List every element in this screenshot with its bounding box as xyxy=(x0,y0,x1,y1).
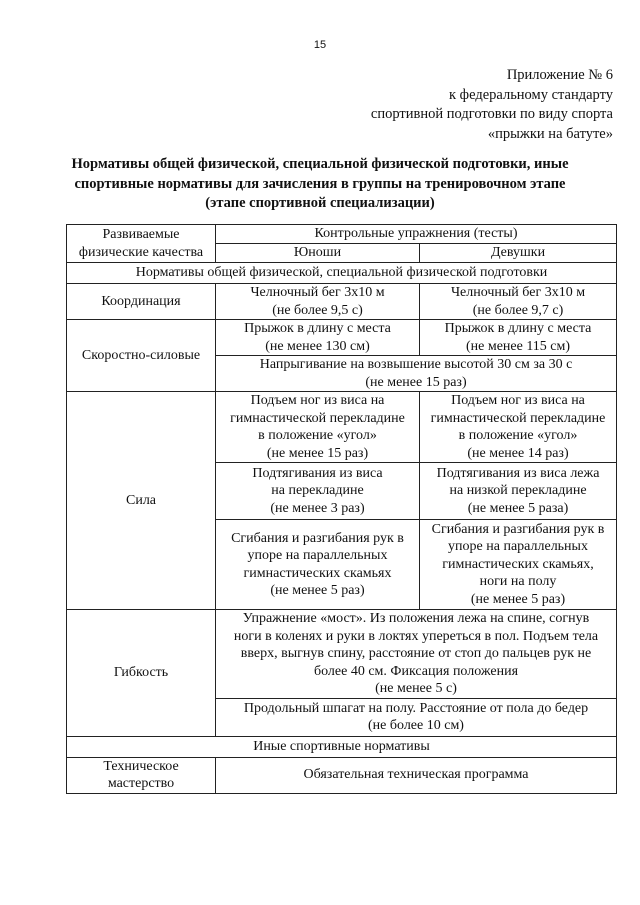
table-row xyxy=(67,320,617,356)
legs-raise-girls xyxy=(420,392,617,463)
quality-strength: Сила xyxy=(67,392,216,610)
cell-line: более 40 см. Фиксация положения xyxy=(313,663,519,679)
cell-line: (не менее 115 см) xyxy=(465,338,571,354)
cell-line: упоре на параллельных xyxy=(247,548,388,563)
section-row xyxy=(67,263,617,284)
header-boys: Юноши xyxy=(216,244,420,263)
table-row xyxy=(67,392,617,463)
appendix-line: к федеральному стандарту xyxy=(449,86,613,103)
cell-line: в положение «угол» xyxy=(258,428,377,443)
cell-line: гимнастической перекладине xyxy=(230,410,405,426)
cell-line: Продольный шпагат на полу. Расстояние от пола до бедер xyxy=(243,700,589,716)
cell-line: на перекладине xyxy=(271,483,364,499)
title-line: спортивные нормативы для зачисления в группы на тренировочном этапе xyxy=(74,175,566,192)
appendix-header xyxy=(371,66,613,144)
title-line: (этапе спортивной специализации) xyxy=(205,195,435,211)
header-girls: Девушки xyxy=(420,244,617,263)
dips-boys xyxy=(216,520,420,610)
table-row xyxy=(67,757,617,793)
cell-line: ноги на полу xyxy=(479,574,557,590)
quality-flexibility: Гибкость xyxy=(67,610,216,737)
pullups-boys xyxy=(216,463,420,520)
cell-line: (не менее 5 раз) xyxy=(470,591,566,607)
section-row xyxy=(67,736,617,757)
coordination-boys xyxy=(216,284,420,320)
technical-program: Обязательная техническая программа xyxy=(216,757,617,793)
cell-line: мастерство xyxy=(107,776,175,791)
norms-table xyxy=(66,224,617,794)
cell-line: гимнастических скамьях xyxy=(243,565,392,581)
cell-line: вверх, выгнув спину, расстояние от стоп до пальцев рук не xyxy=(240,646,592,661)
cell-line: в положение «угол» xyxy=(458,428,578,443)
cell-line: (не более 9,7 с) xyxy=(472,302,564,318)
bridge-exercise xyxy=(216,610,617,699)
appendix-line: Приложение № 6 xyxy=(506,67,613,83)
pullups-girls xyxy=(420,463,617,520)
split-exercise xyxy=(216,698,617,736)
dips-girls xyxy=(420,520,617,610)
cell-line: упоре на параллельных xyxy=(448,539,588,555)
cell-line: (не менее 130 см) xyxy=(265,338,370,354)
cell-line: Сгибания и разгибания рук в xyxy=(231,530,404,546)
quality-technical xyxy=(67,757,216,793)
table-header-row xyxy=(67,225,617,244)
quality-speed-strength: Скоростно-силовые xyxy=(67,320,216,392)
cell-line: (не менее 5 с) xyxy=(375,681,457,696)
cell-line: Прыжок в длину с места xyxy=(444,321,592,336)
appendix-line: «прыжки на батуте» xyxy=(487,125,613,142)
cell-line: Челночный бег 3х10 м xyxy=(250,285,385,300)
legs-raise-boys xyxy=(216,392,420,463)
cell-line: (не менее 15 раз) xyxy=(365,374,467,390)
cell-line: (не менее 14 раз) xyxy=(467,445,569,461)
cell-line: ноги в коленях и руки в локтях упереться в пол. Подъем тела xyxy=(233,628,599,644)
cell-line: (не более 10 см) xyxy=(368,718,464,733)
cell-line: гимнастических скамьях, xyxy=(442,556,594,572)
cell-line: на низкой перекладине xyxy=(449,483,587,499)
cell-line: (не более 9,5 с) xyxy=(272,302,363,318)
table-row xyxy=(67,284,617,320)
cell-line: Челночный бег 3х10 м xyxy=(450,285,586,300)
document-title xyxy=(40,155,600,214)
cell-line: Подтягивания из виса xyxy=(252,465,383,481)
cell-line: Напрыгивание на возвышение высотой 30 см за 30 с xyxy=(259,357,573,372)
cell-line: гимнастической перекладине xyxy=(430,410,606,426)
appendix-line: спортивной подготовки по виду спорта xyxy=(370,106,613,122)
header-qualities xyxy=(67,225,216,263)
cell-line: Подъем ног из виса на xyxy=(451,393,585,408)
section-general: Нормативы общей физической, специальной физической подготовки xyxy=(67,263,617,284)
cell-line: Упражнение «мост». Из положения лежа на спине, согнув xyxy=(242,611,590,626)
cell-line: Подтягивания из виса лежа xyxy=(436,465,600,481)
cell-line: (не менее 5 раза) xyxy=(467,500,569,516)
cell-line: (не менее 15 раз) xyxy=(266,445,369,461)
coordination-girls xyxy=(420,284,617,320)
title-line: Нормативы общей физической, специальной физической подготовки, иные xyxy=(71,156,569,172)
cell-line: физические качества xyxy=(78,244,204,260)
cell-line: Подъем ног из виса на xyxy=(250,393,385,408)
cell-line: (не менее 5 раз) xyxy=(270,583,365,598)
jump-boys xyxy=(216,320,420,356)
cell-line: (не менее 3 раз) xyxy=(270,500,365,516)
jump-girls xyxy=(420,320,617,356)
quality-coordination: Координация xyxy=(67,284,216,320)
jumps-common xyxy=(216,356,617,392)
cell-line: Сгибания и разгибания рук в xyxy=(431,521,605,537)
cell-line: Развиваемые xyxy=(102,227,180,242)
section-other: Иные спортивные нормативы xyxy=(67,736,617,757)
header-exercises: Контрольные упражнения (тесты) xyxy=(216,225,617,244)
table-row xyxy=(67,610,617,699)
cell-line: Техническое xyxy=(103,758,179,774)
page-number: 15 xyxy=(313,39,327,51)
cell-line: Прыжок в длину с места xyxy=(244,321,391,336)
